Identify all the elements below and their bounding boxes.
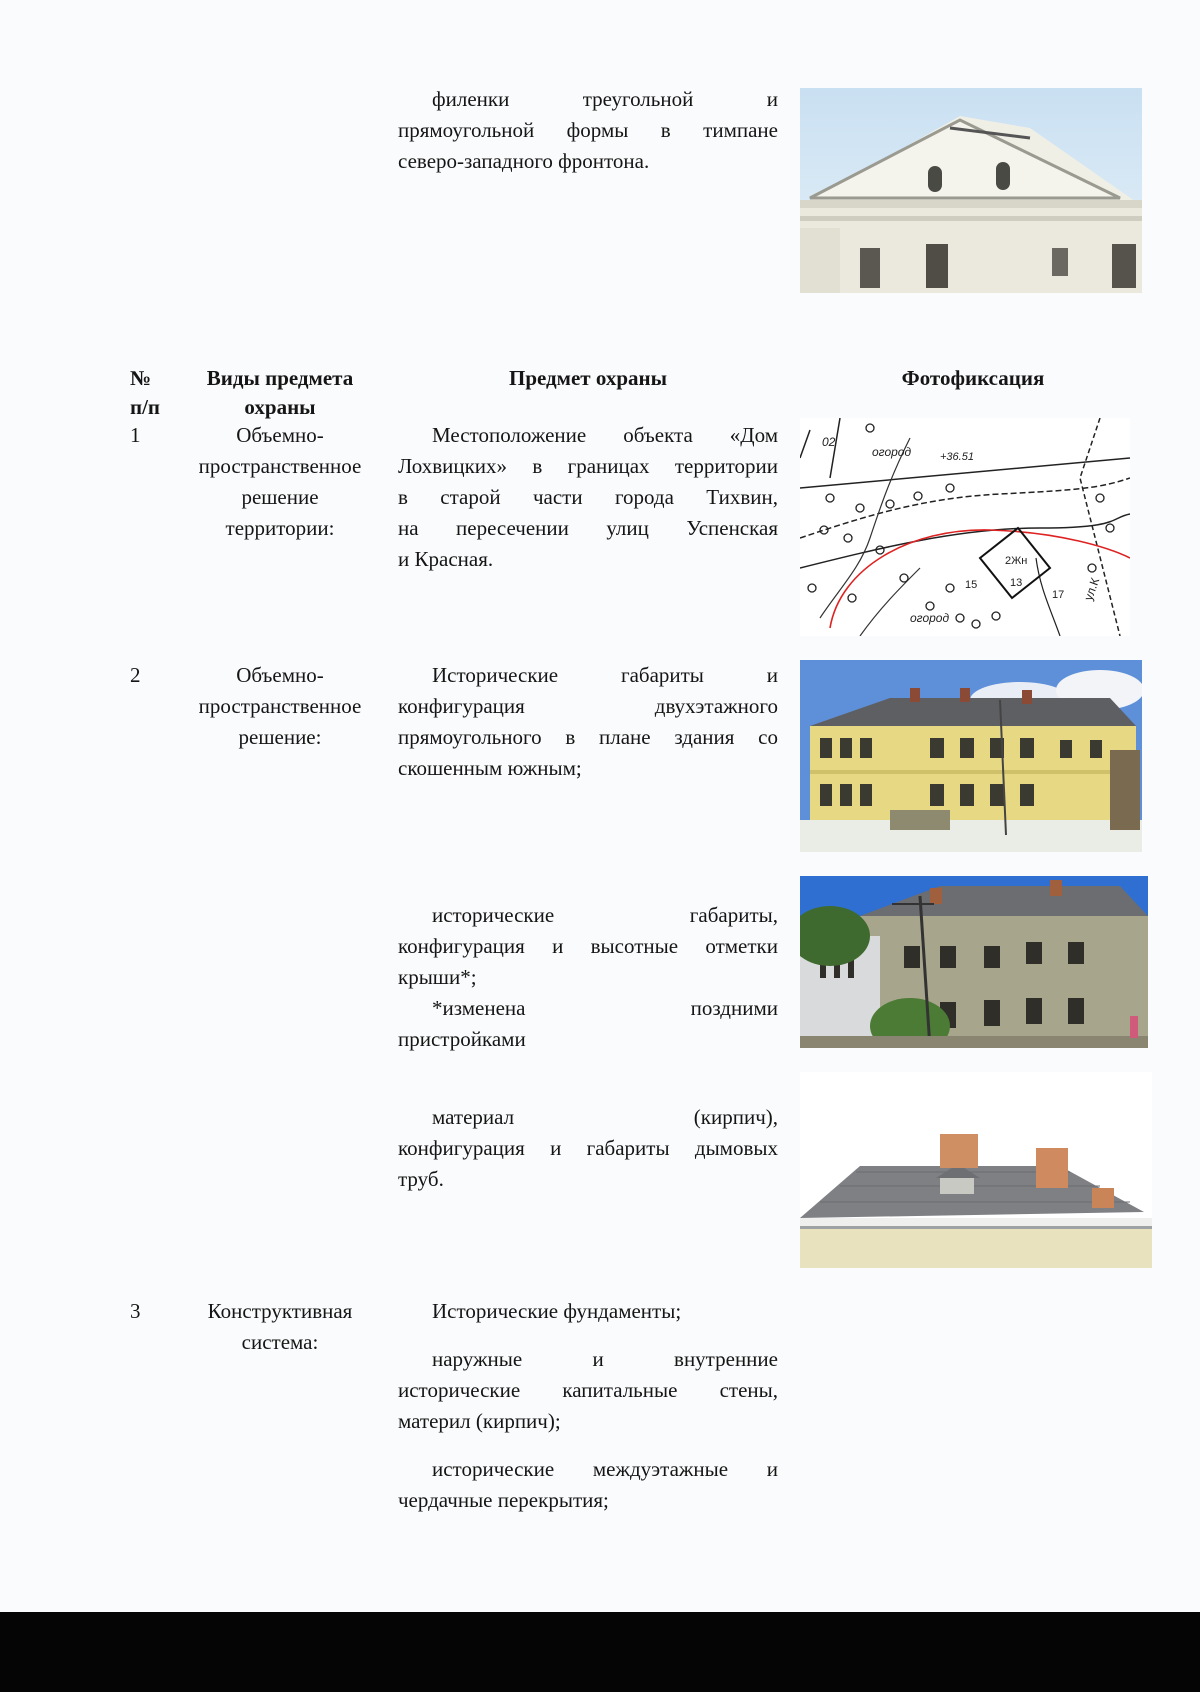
- row-1-type: Объемно- пространственное решение территории:: [198, 423, 362, 540]
- map-label-elevation: +36.51: [940, 451, 974, 463]
- row-2-type: Объемно- пространственное решение:: [198, 663, 362, 749]
- top-line-1: филенки треугольной и: [432, 87, 778, 111]
- photo-building-yellow: [800, 660, 1142, 852]
- row-3-text: Исторические фундаменты; наружные и внутренние исторические капитальные стены, материл (кирпич); исторические междуэтажные и чердачные перекрытия;: [398, 1299, 778, 1512]
- header-types: Виды предмета охраны: [206, 366, 354, 419]
- top-line-3: северо-западного фронтона.: [398, 149, 650, 173]
- map-label-ogorod-1: огород: [872, 445, 912, 459]
- header-subject: Предмет охраны: [508, 366, 668, 390]
- map-label-zhn: 2Жн: [1005, 555, 1028, 567]
- row-2-text-block-3: материал (кирпич), конфигурация и габариты дымовых труб.: [398, 1105, 778, 1191]
- row-2-num: 2: [130, 663, 141, 687]
- map-label-02: 02: [822, 435, 836, 449]
- row-1-num: 1: [130, 423, 141, 447]
- map-label-15: 15: [965, 579, 978, 591]
- photo-building-shadow: [800, 876, 1148, 1048]
- header-num: № п/п: [130, 366, 161, 419]
- map-label-ogorod-2: огород: [910, 611, 950, 625]
- map-label-street: ул.К: [1081, 575, 1103, 603]
- scan-border-bottom: [0, 1612, 1200, 1692]
- photo-roof-chimneys: [800, 1072, 1152, 1268]
- top-line-2: прямоугольной формы в тимпане: [398, 118, 778, 142]
- row-3-type: Конструктивная система:: [207, 1299, 353, 1354]
- map-label-17: 17: [1052, 589, 1065, 601]
- photo-pediment: [800, 88, 1142, 293]
- row-3-num: 3: [130, 1299, 141, 1323]
- row-1-text: Местоположение объекта «Дом Лохвицких» в границах территории в старой части города Тихвин, на пересечении улиц Успенская и Красная.: [398, 423, 778, 571]
- photo-site-map: [800, 418, 1130, 636]
- row-2-text-block-1: Исторические габариты и конфигурация двухэтажного прямоугольного в плане здания со скошенным южным;: [398, 663, 778, 780]
- header-photo: Фотофиксация: [901, 366, 1045, 390]
- row-2-text-block-2: исторические габариты, конфигурация и высотные отметки крыши*; *изменена поздними пристройками: [398, 903, 778, 1051]
- map-label-13: 13: [1010, 577, 1023, 589]
- top-text-block: [398, 84, 778, 177]
